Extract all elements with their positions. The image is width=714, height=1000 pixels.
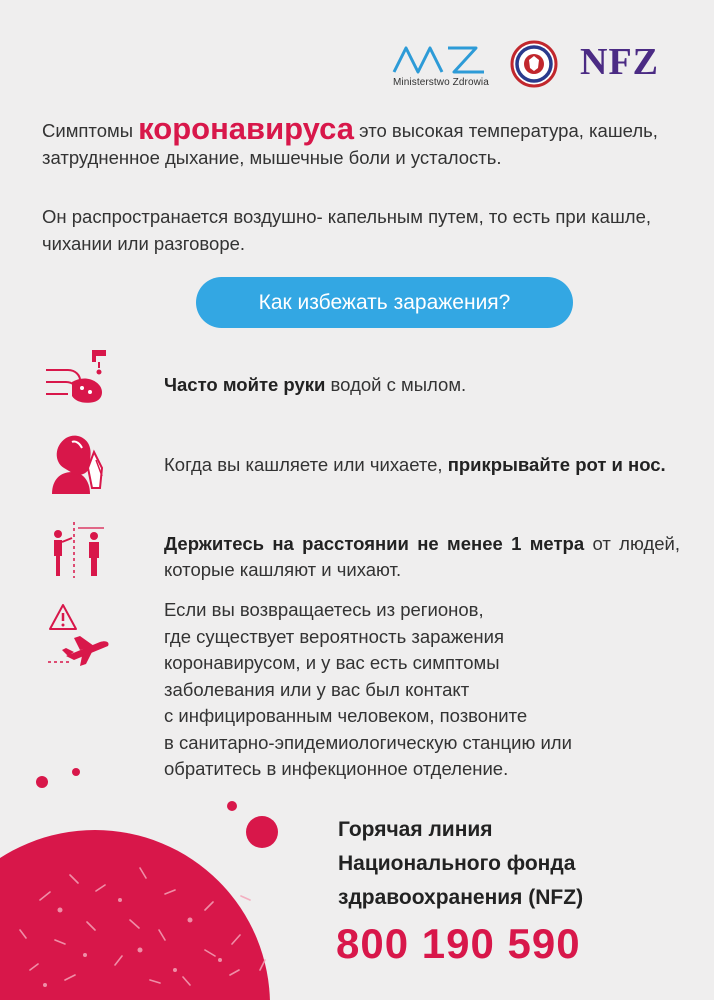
virus-decoration bbox=[0, 760, 340, 1000]
warning-triangle-icon bbox=[48, 603, 78, 631]
hotline-line: здравоохранения (NFZ) bbox=[338, 886, 584, 909]
hand-washing-icon bbox=[42, 348, 114, 410]
tip-line: Если вы возвращаетесь из регионов, bbox=[164, 599, 484, 620]
tip-text: от людей, которые кашляют и чихают. bbox=[164, 533, 680, 580]
hotline-line: Горячая линия bbox=[338, 818, 493, 841]
symptoms-description: это высокая температура, кашель, затрудненное дыхание, мышечные боли и усталость. bbox=[42, 120, 658, 168]
tip-text: водой с мылом. bbox=[325, 374, 467, 395]
tip-bold-text: прикрывайте рот и нос. bbox=[447, 454, 666, 475]
cough-cover-icon bbox=[42, 430, 112, 494]
tip-line: где существует вероятность заражения bbox=[164, 625, 504, 647]
tip-hand-washing bbox=[164, 372, 680, 398]
tip-travel bbox=[164, 597, 680, 783]
airplane-icon bbox=[48, 634, 112, 668]
nfz-logo: NFZ bbox=[580, 41, 659, 83]
ministry-name: Ministerstwo Zdrowia bbox=[393, 77, 489, 88]
tip-line: обратитесь в инфекционное отделение. bbox=[164, 758, 509, 779]
hotline-line: Национального фонда bbox=[338, 852, 576, 875]
spread-paragraph: Он распространается воздушно- капельным путем, то есть при кашле, чихании или разговоре. bbox=[42, 206, 652, 254]
tip-bold-text: Часто мойте руки bbox=[164, 374, 326, 395]
prevention-heading: Как избежать заражения? bbox=[196, 277, 573, 328]
distance-icon bbox=[48, 520, 108, 580]
tip-line: коронавирусом, и у вас есть симптомы bbox=[164, 652, 500, 673]
symptoms-prefix: Симптомы bbox=[42, 120, 134, 141]
tip-line: заболевания или у вас был контакт bbox=[164, 678, 470, 700]
symptoms-paragraph bbox=[42, 111, 692, 171]
hotline-phone-number[interactable]: 800 190 590 bbox=[336, 920, 581, 967]
tip-line: с инфицированным человеком, позвоните bbox=[164, 705, 528, 726]
tip-line: в санитарно-эпидемиологическую станцию или bbox=[164, 731, 572, 753]
tip-text: Когда вы кашляете или чихаете, bbox=[164, 454, 448, 475]
tip-bold-text: Держитесь на расстоянии не менее 1 метра bbox=[164, 533, 585, 554]
tip-cover-mouth bbox=[164, 452, 680, 478]
tip-distance bbox=[164, 531, 680, 583]
sanitary-inspection-seal-icon bbox=[510, 40, 558, 88]
hotline-title bbox=[338, 813, 583, 915]
coronavirus-keyword: коронавируса bbox=[138, 111, 355, 146]
